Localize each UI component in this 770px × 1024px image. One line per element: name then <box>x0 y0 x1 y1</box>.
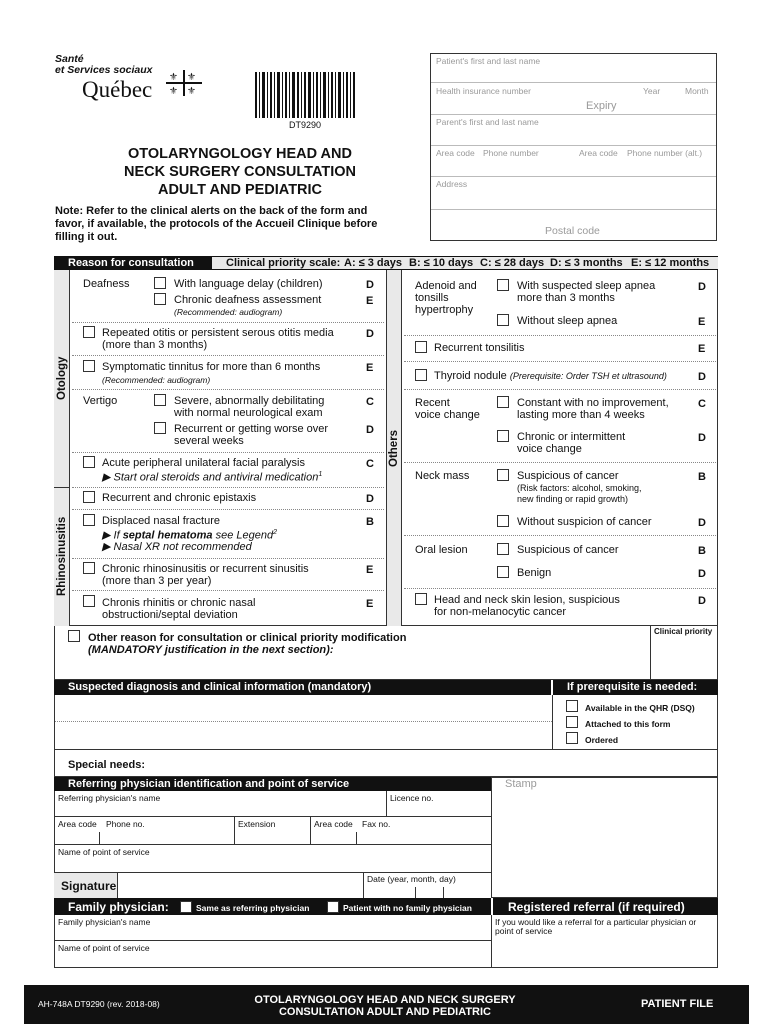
rhinitis-label-2: obstructioni/septal deviation <box>102 609 238 621</box>
stamp-box <box>491 777 718 898</box>
svg-text:⚜: ⚜ <box>169 86 178 96</box>
family-title: Family physician: <box>68 900 169 914</box>
section-others: Others <box>388 429 400 467</box>
skin-label: Head and neck skin lesion, suspicious <box>434 594 620 606</box>
area-code-label: Area code <box>58 819 97 829</box>
recommended-audiogram-2: (Recommended: audiogram) <box>102 375 211 385</box>
area-code-fax-label: Area code <box>314 819 353 829</box>
other-reason-label: Other reason for consultation or clinical priority modification <box>88 632 407 644</box>
neck-mass-label: Neck mass <box>415 470 470 482</box>
no-sleep-apnea-checkbox[interactable] <box>497 314 509 326</box>
fleur-de-lis-flag-icon <box>166 70 202 96</box>
other-reason-checkbox[interactable] <box>68 630 80 642</box>
deafness-label: Deafness <box>83 278 130 290</box>
skin-label-2: for non-melanocytic cancer <box>434 606 567 618</box>
signature-label: Signature <box>61 879 117 893</box>
sleep-apnea-checkbox[interactable] <box>497 279 509 291</box>
date-label: Date (year, month, day) <box>367 874 456 884</box>
tinnitus-label: Symptomatic tinnitus for more than 6 months <box>102 361 321 373</box>
lang-delay-label: With language delay (children) <box>174 278 323 290</box>
prerequisite-title: If prerequisite is needed: <box>567 681 698 693</box>
benign-checkbox[interactable] <box>497 566 509 578</box>
barcode-label: DT9290 <box>289 120 322 130</box>
otitis-label-2: (more than 3 months) <box>102 339 208 351</box>
patient-file-label: PATIENT FILE <box>641 998 714 1010</box>
risk-factors: (Risk factors: alcohol, smoking, <box>517 483 642 493</box>
epistaxis-label: Recurrent and chronic epistaxis <box>102 492 257 504</box>
special-needs-label: Special needs: <box>68 759 146 771</box>
priority: E <box>698 343 706 355</box>
phone-label: Phone number <box>483 148 539 158</box>
referring-title: Referring physician identification and point of service <box>68 778 350 790</box>
chronic-voice-label-2: voice change <box>517 443 582 455</box>
rhinosinusitis-checkbox[interactable] <box>83 562 95 574</box>
form-code: AH-748A DT9290 (rev. 2018-08) <box>38 999 160 1009</box>
constant-label: Constant with no improvement, <box>517 397 669 409</box>
ministry-name: Santé <box>55 53 84 65</box>
chronic-deafness-label: Chronic deafness assessment <box>174 294 322 306</box>
barcode-icon <box>255 72 355 118</box>
priority: B <box>366 516 374 528</box>
thyroid-checkbox[interactable] <box>415 369 427 381</box>
registered-title: Registered referral (if required) <box>508 900 685 914</box>
chronic-voice-checkbox[interactable] <box>497 430 509 442</box>
constant-voice-checkbox[interactable] <box>497 396 509 408</box>
qhr-label: Available in the QHR (DSQ) <box>585 703 695 713</box>
oral-lesion-label: Oral lesion <box>415 544 468 556</box>
priority: B <box>698 471 706 483</box>
tonsilitis-label: Recurrent tonsilitis <box>434 342 525 354</box>
benign-label: Benign <box>517 567 552 579</box>
recurrent-label-2: several weeks <box>174 435 244 447</box>
area-code-alt-label: Area code <box>579 148 618 158</box>
tinnitus-checkbox[interactable] <box>83 360 95 372</box>
oral-cancer-label: Suspicious of cancer <box>517 544 619 556</box>
ministry-name-2: et Services sociaux <box>55 64 153 76</box>
ordered-label: Ordered <box>585 735 619 745</box>
priority: D <box>698 568 706 580</box>
patient-name-label: Patient's first and last name <box>436 56 541 66</box>
vertigo-label: Vertigo <box>83 395 118 407</box>
priority: D <box>366 493 374 505</box>
address-label: Address <box>436 179 468 189</box>
priority: D <box>366 328 374 340</box>
year-label: Year <box>643 86 661 96</box>
otitis-label: Repeated otitis or persistent serous otitis media <box>102 327 334 339</box>
skin-lesion-checkbox[interactable] <box>415 593 427 605</box>
priority-e: E: ≤ 12 months <box>631 257 710 269</box>
phone-label: Phone no. <box>106 819 145 829</box>
chronic-voice-label: Chronic or intermittent <box>517 431 626 443</box>
section-rhinosinusitis: Rhinosinusitis <box>56 516 68 596</box>
neck-cancer-checkbox[interactable] <box>497 469 509 481</box>
otitis-checkbox[interactable] <box>83 326 95 338</box>
family-point-label: Name of point of service <box>58 943 150 953</box>
point-of-service-label: Name of point of service <box>58 847 150 857</box>
priority: E <box>366 598 374 610</box>
priority: E <box>366 295 374 307</box>
constant-label-2: lasting more than 4 weeks <box>517 409 645 421</box>
svg-text:⚜: ⚜ <box>187 86 196 96</box>
priority-c: C: ≤ 28 days <box>480 257 545 269</box>
priority-a: A: ≤ 3 days <box>344 257 403 269</box>
diagnosis-title: Suspected diagnosis and clinical information (mandatory) <box>68 681 372 693</box>
clinical-priority-label: Clinical priority <box>654 627 713 636</box>
priority: E <box>698 316 706 328</box>
expiry-label: Expiry <box>586 100 617 112</box>
no-family-physician-checkbox[interactable] <box>327 901 339 913</box>
lang-delay-checkbox[interactable] <box>154 277 166 289</box>
licence-label: Licence no. <box>390 793 434 803</box>
patient-info-box <box>430 53 717 241</box>
nasal-fracture-label: Displaced nasal fracture <box>102 515 221 527</box>
mandatory-justification: (MANDATORY justification in the next section): <box>88 644 334 656</box>
area-code-label: Area code <box>436 148 475 158</box>
neck-no-cancer-label: Without suspicion of cancer <box>517 516 652 528</box>
priority: C <box>366 396 374 408</box>
recurrent-label: Recurrent or getting worse over <box>174 423 329 435</box>
form-title: OTOLARYNGOLOGY HEAD AND NECK SURGERY CONSULTATION ADULT AND PEDIATRIC <box>123 146 356 198</box>
referring-name-label: Referring physician's name <box>58 793 161 803</box>
health-insurance-label: Health insurance number <box>436 86 531 96</box>
neck-no-cancer-checkbox[interactable] <box>497 515 509 527</box>
priority: B <box>698 545 706 557</box>
priority: D <box>698 281 706 293</box>
rhinitis-checkbox[interactable] <box>83 595 95 607</box>
priority: D <box>366 279 374 291</box>
sleep-apnea-label-2: more than 3 months <box>517 292 615 304</box>
priority: D <box>366 424 374 436</box>
qhr-checkbox[interactable] <box>566 700 578 712</box>
rhinitis-label: Chronis rhinitis or chronic nasal <box>102 597 256 609</box>
priority: D <box>698 595 706 607</box>
note: Note: Refer to the clinical alerts on the back of the form and favor, if available, the protocols of the Accueil Clinique before filling it out. <box>55 205 378 243</box>
facial-label: Acute peripheral unilateral facial paralysis <box>102 457 305 469</box>
nasal-fracture-checkbox[interactable] <box>83 514 95 526</box>
adenoid-label-2: tonsills <box>415 292 449 304</box>
extension-label: Extension <box>238 819 276 829</box>
severe-vertigo-checkbox[interactable] <box>154 394 166 406</box>
priority-b: B: ≤ 10 days <box>409 257 474 269</box>
recurrent-vertigo-checkbox[interactable] <box>154 422 166 434</box>
quebec-logo: Québec <box>82 77 153 102</box>
registered-note: If you would like a referral for a particular physician or <box>495 917 697 927</box>
no-family-physician-label: Patient with no family physician <box>343 903 472 913</box>
reason-title: Reason for consultation <box>68 257 194 269</box>
priority-d: D: ≤ 3 months <box>550 257 623 269</box>
same-as-referring-checkbox[interactable] <box>180 901 192 913</box>
priority: E <box>366 362 374 374</box>
attached-checkbox[interactable] <box>566 716 578 728</box>
family-name-label: Family physician's name <box>58 917 151 927</box>
sleep-apnea-label: With suspected sleep apnea <box>517 280 656 292</box>
start-oral-note: ▶ Start oral steroids and antiviral medication$^1$ <box>102 471 323 484</box>
tonsilitis-checkbox[interactable] <box>415 341 427 353</box>
ordered-checkbox[interactable] <box>566 732 578 744</box>
epistaxis-checkbox[interactable] <box>83 491 95 503</box>
priority-scale-label: Clinical priority scale: <box>226 257 341 269</box>
priority: C <box>698 398 706 410</box>
thyroid-label: Thyroid nodule (Prerequisite: Order TSH et ultrasound) <box>434 370 667 382</box>
chronic-deafness-checkbox[interactable] <box>154 293 166 305</box>
oral-cancer-checkbox[interactable] <box>497 543 509 555</box>
risk-factors-2: new finding or rapid growth) <box>517 494 629 504</box>
priority: E <box>366 564 374 576</box>
voice-label-2: voice change <box>415 409 480 421</box>
neck-cancer-label: Suspicious of cancer <box>517 470 619 482</box>
voice-label: Recent <box>415 397 450 409</box>
adenoid-label-3: hypertrophy <box>415 304 474 316</box>
rhino-label-2: (more than 3 per year) <box>102 575 212 587</box>
svg-text:⚜: ⚜ <box>169 72 178 83</box>
severe-label: Severe, abnormally debilitating <box>174 395 325 407</box>
signature-field[interactable] <box>118 873 363 898</box>
rhino-label: Chronic rhinosinusitis or recurrent sinusitis <box>102 563 309 575</box>
stamp-label: Stamp <box>505 778 537 790</box>
severe-label-2: with normal neurological exam <box>174 407 323 419</box>
same-as-referring-label: Same as referring physician <box>196 903 310 913</box>
adenoid-label: Adenoid and <box>415 280 477 292</box>
section-otology: Otology <box>56 356 68 400</box>
septal-note: ▶ If septal hematoma see Legend$^2$ <box>102 529 278 542</box>
postal-code-label: Postal code <box>545 225 600 237</box>
priority: D <box>698 517 706 529</box>
footer-title: OTOLARYNGOLOGY HEAD AND NECK SURGERY CONSULTATION ADULT AND PEDIATRIC <box>254 994 516 1018</box>
recommended-audiogram: (Recommended: audiogram) <box>174 307 283 317</box>
priority: D <box>698 432 706 444</box>
no-sleep-apnea-label: Without sleep apnea <box>517 315 618 327</box>
xr-note: ▶ Nasal XR not recommended <box>102 541 252 553</box>
registered-note-2: point of service <box>495 926 553 936</box>
priority: D <box>698 371 706 383</box>
parent-name-label: Parent's first and last name <box>436 117 539 127</box>
facial-paralysis-checkbox[interactable] <box>83 456 95 468</box>
month-label: Month <box>685 86 709 96</box>
attached-label: Attached to this form <box>585 719 671 729</box>
svg-text:⚜: ⚜ <box>187 72 196 83</box>
fax-label: Fax no. <box>362 819 391 829</box>
phone-alt-label: Phone number (alt.) <box>627 148 703 158</box>
priority: C <box>366 458 374 470</box>
